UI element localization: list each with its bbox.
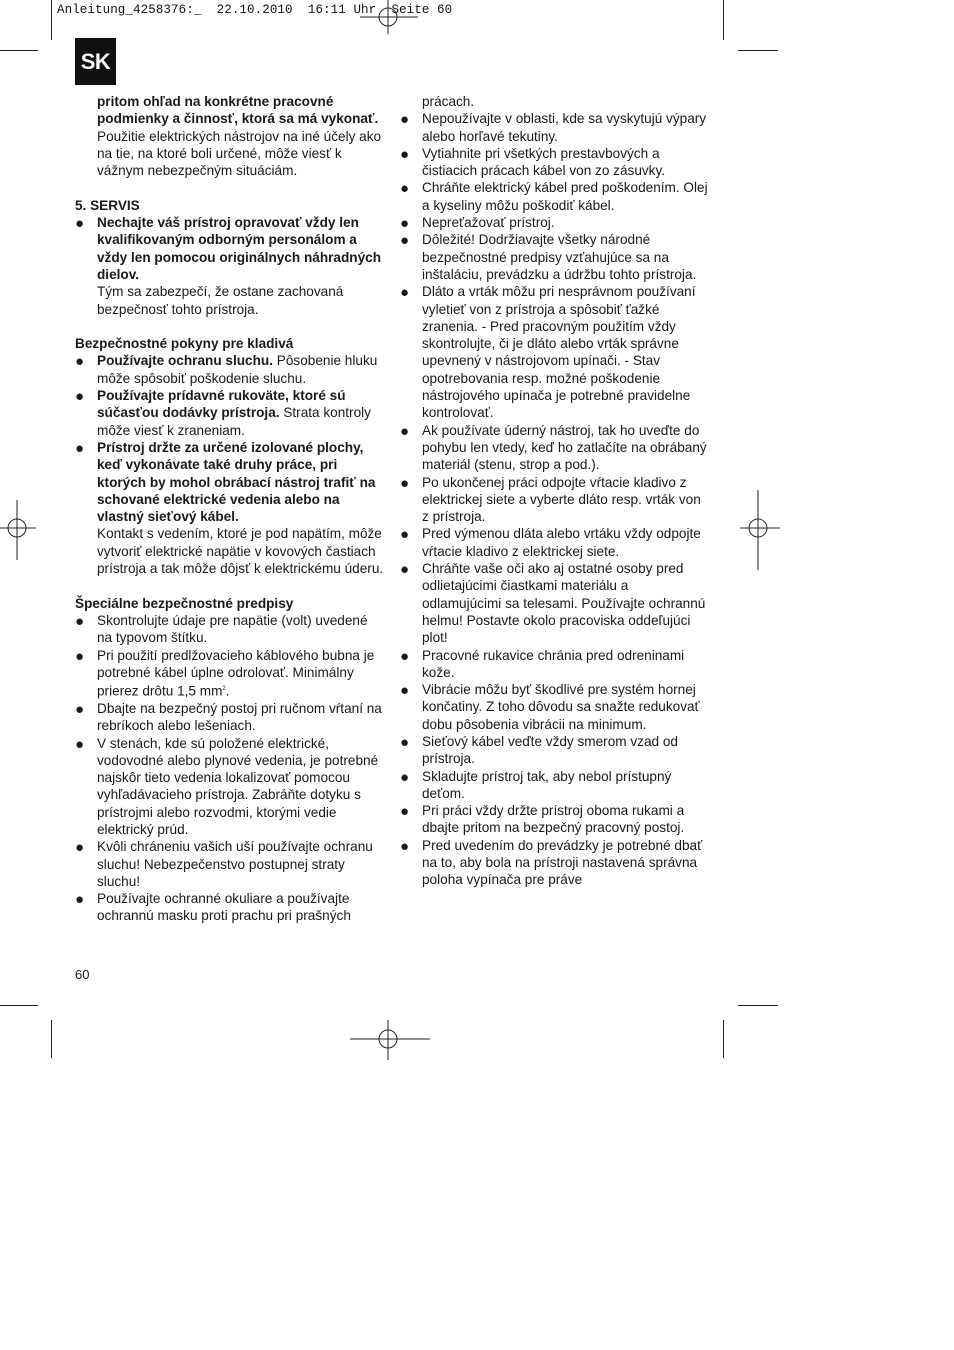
bullet-icon: ● — [400, 682, 410, 700]
bullet-icon: ● — [400, 180, 410, 198]
bullet-icon: ● — [75, 839, 85, 857]
list-item — [75, 612, 385, 647]
bullet-icon: ● — [400, 768, 410, 786]
list-item — [400, 733, 710, 768]
bullet-icon: ● — [400, 474, 410, 492]
kladiva-heading: Bezpečnostné pokyny pre kladivá — [75, 336, 294, 352]
item-text: Skladujte prístroj tak, aby nebol prístupný deťom. — [422, 768, 672, 801]
bullet-icon: ● — [400, 526, 410, 544]
print-slug: Anleitung_4258376:_ 22.10.2010 16:11 Uhr Seite 60 — [57, 3, 453, 17]
registration-mark-bottom — [350, 1020, 430, 1060]
list-item — [75, 352, 385, 387]
item-bold: Používajte prídavné rukoväte, ktoré sú súčasťou dodávky prístroja. — [97, 388, 346, 421]
bullet-icon: ● — [75, 353, 85, 371]
bullet-icon: ● — [75, 388, 85, 406]
crop-mark — [0, 50, 38, 51]
bullet-icon: ● — [75, 439, 85, 457]
item-text: Sieťový kábel veďte vždy smerom vzad od prístroja. — [422, 733, 678, 767]
item-bold: Používajte ochranu sluchu. — [97, 353, 273, 369]
servis-bold: Nechajte váš prístroj opravovať vždy len kvalifikovaným odborným personálom a vždy len pomocou originálnych náhradných dielov. — [97, 215, 382, 282]
list-item — [400, 768, 710, 803]
bullet-icon: ● — [75, 647, 85, 665]
item-text: Nepoužívajte v oblasti, kde sa vyskytujú výpary alebo horľavé tekutiny. — [422, 111, 707, 144]
bullet-icon: ● — [400, 111, 410, 129]
item-text: Po ukončenej práci odpojte vŕtacie kladivo z elektrickej siete a vyberte dláto resp. vrták von z prístroja. — [422, 474, 701, 525]
bullet-icon: ● — [400, 733, 410, 751]
bullet-icon: ● — [400, 561, 410, 579]
item-text: Kvôli chráneniu vašich uší používajte ochranu sluchu! Nebezpečenstvo postupnej straty sluchu! — [97, 839, 373, 889]
registration-mark-top — [360, 0, 420, 34]
item-text: Vibrácie môžu byť škodlivé pre systém hornej končatiny. Z toho dôvodu sa snažte redukovať dobu pôsobenia vibrácii na minimum. — [422, 682, 700, 732]
bullet-icon: ● — [75, 891, 85, 909]
list-item — [400, 560, 710, 646]
registration-mark-right — [740, 490, 780, 570]
item-text: V stenách, kde sú položené elektrické, vodovodné alebo plynové vedenia, je potrebné najskôr tieto vedenia lokalizovať pomocou vyhľadávacieho prístroja. Zabráňte dotyku s prístrojmi alebo rozvodmi, ktorými vedie elektrický prúd. — [97, 735, 379, 837]
list-item — [400, 802, 710, 837]
item-text: Dôležité! Dodržiavajte všetky národné bezpečnostné predpisy vzťahujúce sa na inštaláciu, prevádzku a údržbu tohto prístroja. — [422, 232, 697, 282]
item-text: Používajte ochranné okuliare a používajte ochrannú masku proti prachu pri prašných — [97, 891, 351, 924]
bullet-icon: ● — [400, 647, 410, 665]
item-text: Dláto a vrták môžu pri nesprávnom používaní vyletieť von z prístroja a spôsobiť ťažké zranenia. - Pred pracovným použitím vždy skontrolujte, či je dláto alebo vrták správne upevnený v nástrojovom upínači. - Stav opotrebovania resp. možné poškodenie nástrojového upínača je potrebné pravidelne kontrolovať. — [422, 284, 696, 421]
item-text: Pôsobenie hluku môže spôsobiť poškodenie sluchu. — [97, 353, 378, 386]
item-text: Pri práci vždy držte prístroj oboma rukami a dbajte pritom na bezpečný pracovný postoj. — [422, 803, 685, 836]
bullet-icon: ● — [400, 803, 410, 821]
left-column — [75, 93, 385, 925]
bullet-icon: ● — [400, 422, 410, 440]
crop-mark — [51, 1020, 52, 1058]
list-item — [75, 838, 385, 890]
list-item — [400, 214, 710, 231]
bullet-icon: ● — [400, 284, 410, 302]
item-text-end: . — [225, 683, 230, 699]
crop-mark — [0, 1005, 38, 1006]
crop-mark — [738, 1005, 778, 1006]
bullet-icon: ● — [75, 612, 85, 630]
crop-mark — [723, 0, 724, 40]
bullet-icon: ● — [75, 735, 85, 753]
item-text: Skontrolujte údaje pre napätie (volt) uvedené na typovom štítku. — [97, 612, 368, 646]
list-item — [400, 422, 710, 474]
list-item — [75, 387, 385, 439]
intro-bold: pritom ohľad na konkrétne pracovné podmienky a činnosť, ktorá sa má vykonať. — [97, 94, 379, 127]
list-item — [400, 837, 710, 889]
item-text: Pri použití predlžovacieho káblového bubna je potrebné kábel úplne odrolovať. Minimálny prierez drôtu 1,5 mm — [97, 647, 375, 699]
bullet-icon: ● — [400, 837, 410, 855]
item-text: Pred uvedením do prevádzky je potrebné dbať na to, aby bola na prístroji nastavená správna poloha vypínača pre práve — [422, 837, 703, 888]
list-item — [400, 283, 710, 421]
item-text: Pracovné rukavice chránia pred odreninami kože. — [422, 647, 685, 680]
list-item — [400, 231, 710, 283]
item-bold: Prístroj držte za určené izolované plochy, keď vykonávate také druhy práce, pri ktorých by mohol obrábací nástroj trafiť na schované elektrické vedenia alebo na vlastný sieťový kábel. — [97, 439, 376, 525]
bullet-icon: ● — [400, 145, 410, 163]
list-item — [75, 647, 385, 700]
list-item — [400, 681, 710, 733]
list-item — [400, 474, 710, 526]
item-text: Chráňte vaše oči ako aj ostatné osoby pred odlietajúcimi čiastkami materiálu a odlamujúcimi sa telesami. Používajte ochrannú helmu! Postavte okolo pracoviska oddeľujúci plot! — [422, 561, 706, 646]
crop-mark — [738, 50, 778, 51]
list-item — [400, 145, 710, 180]
crop-mark — [51, 0, 52, 40]
list-item — [75, 735, 385, 839]
superscript: 2 — [222, 686, 226, 693]
continued-text: prácach. — [422, 94, 475, 109]
list-item — [400, 110, 710, 145]
list-item — [400, 647, 710, 682]
item-text: Ak používate úderný nástroj, tak ho uveďte do pohybu len vtedy, keď ho zatlačíte na obrábaný materiál (stenu, strop a pod.). — [422, 422, 707, 473]
page-number: 60 — [75, 967, 90, 982]
servis-text: Tým sa zabezpečí, že ostane zachovaná bezpečnosť tohto prístroja. — [97, 284, 344, 317]
special-heading: Špeciálne bezpečnostné predpisy — [75, 595, 294, 611]
item-text: Pred výmenou dláta alebo vrtáku vždy odpojte vŕtacie kladivo z elektrickej siete. — [422, 526, 701, 559]
list-item — [75, 700, 385, 735]
crop-mark — [723, 1020, 724, 1058]
bullet-icon: ● — [75, 215, 85, 233]
item-text: Strata kontroly môže viesť k zraneniam. — [97, 405, 371, 438]
bullet-icon: ● — [400, 215, 410, 233]
item-text: Kontakt s vedením, ktoré je pod napätím, môže vytvoriť elektrické napätie v kovových častiach prístroja a tak môže dôjsť k elektrickému úderu. — [97, 526, 384, 577]
right-column — [400, 93, 710, 889]
intro-text: Použitie elektrických nástrojov na iné účely ako na tie, na ktoré boli určené, môže viesť k vážnym nebezpečným situáciám. — [97, 128, 382, 179]
list-item — [75, 890, 385, 925]
item-text: Vytiahnite pri všetkých prestavbových a čistiacich prácach kábel von zo zásuvky. — [422, 145, 666, 179]
list-item — [400, 525, 710, 560]
item-text: Chráňte elektrický kábel pred poškodením. Olej a kyseliny môžu poškodiť kábel. — [422, 180, 708, 213]
list-item — [75, 214, 385, 283]
bullet-icon: ● — [75, 700, 85, 718]
language-badge: SK — [75, 38, 116, 85]
servis-heading: 5. SERVIS — [75, 197, 140, 213]
item-text: Dbajte na bezpečný postoj pri ručnom vŕtaní na rebríkoch alebo lešeniach. — [97, 700, 382, 734]
registration-mark-left — [0, 500, 36, 560]
item-text: Nepreťažovať prístroj. — [422, 215, 555, 231]
list-item — [400, 179, 710, 214]
bullet-icon: ● — [400, 232, 410, 250]
list-item — [75, 439, 385, 577]
